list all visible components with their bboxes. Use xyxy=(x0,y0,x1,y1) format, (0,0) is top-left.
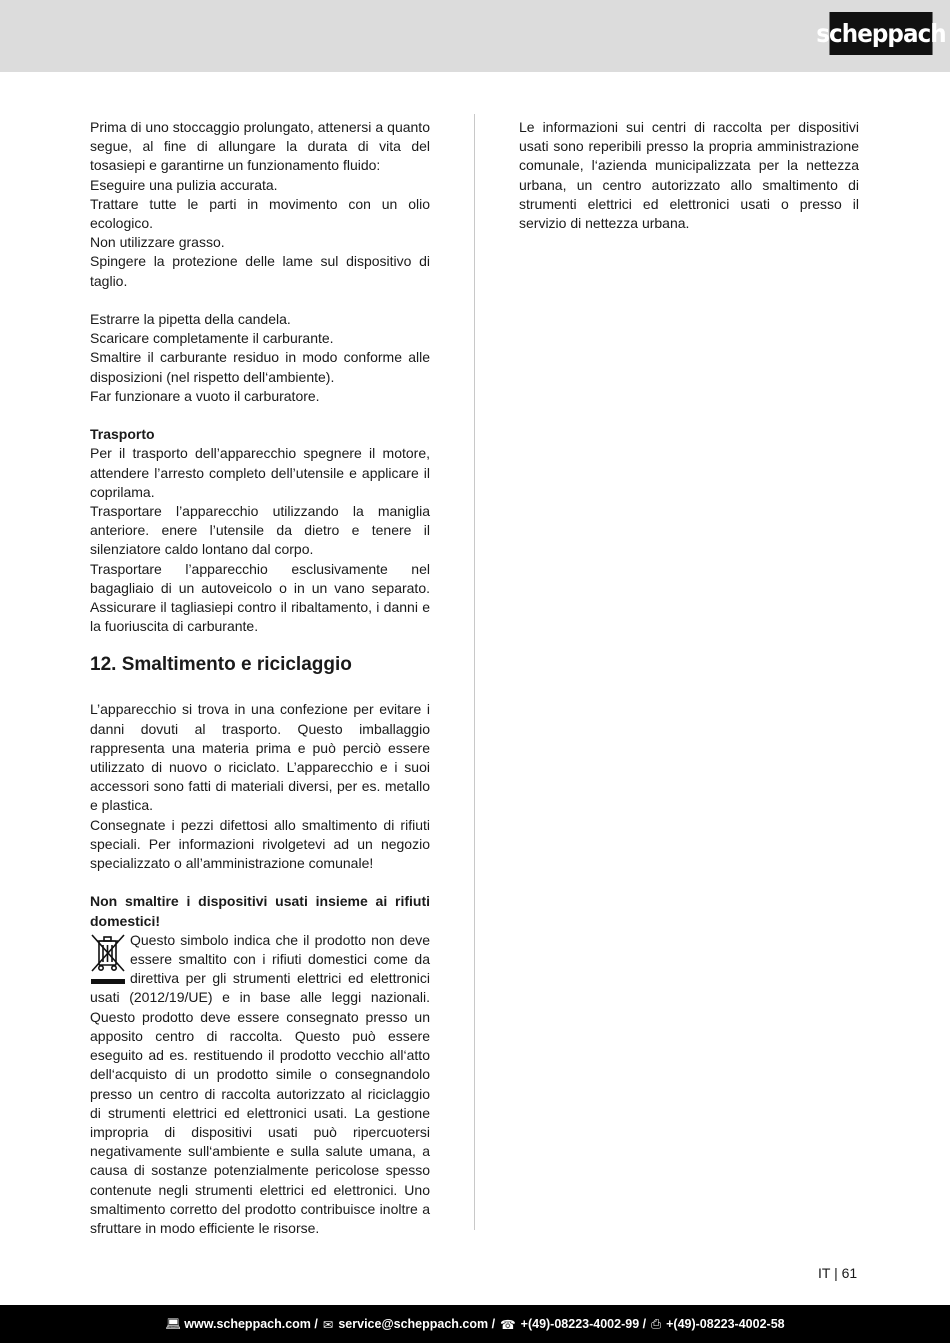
fax-icon: ⎙ xyxy=(651,1316,662,1331)
collection-info-text: Le informazioni sui centri di raccolta per dispositivi usati sono reperibili presso la propria amministrazione comunale, l‘azienda municipalizzata per la nettezza urbana, un centro autorizzato allo smaltimento di strumenti elettrici ed elettronici usati o presso il servizio di nettezza urbana. xyxy=(519,119,859,232)
page-header xyxy=(0,0,950,72)
transport-instructions xyxy=(90,444,430,636)
phone-icon: ☎ xyxy=(500,1317,516,1332)
footer-phone: +(49)-08223-4002-99 / xyxy=(520,1317,647,1331)
fuel-line: Far funzionare a vuoto il carburatore. xyxy=(90,387,320,404)
footer-website[interactable]: www.scheppach.com / xyxy=(184,1317,318,1331)
fuel-line: Scaricare completamente il carburante. xyxy=(90,330,334,347)
mail-icon: ✉ xyxy=(322,1317,334,1332)
page-number: IT | 61 xyxy=(818,1265,858,1281)
footer-email[interactable]: service@scheppach.com / xyxy=(338,1317,496,1331)
fuel-line: Estrarre la pipetta della candela. xyxy=(90,311,291,328)
disposal-paragraph: L’apparecchio si trova in una confezione per evitare i danni dovuti al trasporto. Questo imballaggio rappresenta una materia prima e può perciò essere utilizzato di nuovo o riciclato. L’apparecchio e i suoi accessori sono fatti di materiali diversi, per es. metallo e plastica. xyxy=(90,701,430,814)
storage-line: Trattare tutte le parti in movimento con un olio ecologico. xyxy=(90,195,430,232)
fuel-instructions xyxy=(90,310,430,406)
transport-line: Trasportare l’apparecchio esclusivamente nel bagagliaio di un autoveicolo o in un vano separato. Assicurare il tagliasiepi contro il ribaltamento, i danni e la fuoriuscita di carburante. xyxy=(90,560,430,635)
page-footer xyxy=(0,1305,950,1343)
transport-line: Per il trasporto dell’apparecchio spegnere il motore, attendere l’arresto completo dell’utensile e applicare il coprilama. xyxy=(90,445,430,500)
column-divider xyxy=(474,114,475,1230)
brand-logo: scheppach xyxy=(829,12,932,55)
storage-line: Prima di uno stoccaggio prolungato, attenersi a quanto segue, al fine di allungare la durata di vita del tosasiepi e garantirne un funzionamento fluido: xyxy=(90,119,430,174)
disposal-text xyxy=(90,700,430,873)
transport-line: Trasportare l’apparecchio utilizzando la maniglia anteriore. enere l’utensile da dietro e tenere il silenziatore caldo lontano dal corpo. xyxy=(90,503,430,558)
storage-line: Eseguire una pulizia accurata. xyxy=(90,176,278,193)
fuel-line: Smaltire il carburante residuo in modo conforme alle disposizioni (nel rispetto dell‘ambiente). xyxy=(90,349,430,385)
transport-heading: Trasporto xyxy=(90,426,155,443)
storage-line: Non utilizzare grasso. xyxy=(90,234,225,251)
computer-icon: 💻︎ xyxy=(165,1316,182,1331)
weee-text: Questo simbolo indica che il prodotto non deve essere smaltito con i rifiuti domestici come da direttiva per gli strumenti elettrici ed elettronici usati (2012/19/UE) e in base alle leggi nazionali. Questo prodotto deve essere consegnato presso un apposito centro di raccolta. Questo può essere eseguito ad es. restituendo il prodotto vecchio all‘atto dell‘acquisto di un prodotto simile o consegnandolo presso un centro di raccolta autorizzato al riciclaggio di strumenti elettrici ed elettronici usati. La gestione impropria di dispositivi usati può ripercuotersi negativamente sull‘ambiente e sulla salute umana, a causa di sostanze potenzialmente pericolose spesso contenute negli strumenti elettrici ed elettronici. Uno smaltimento corretto del prodotto contribuisce inoltre a sfruttare in modo efficiente le risorse. xyxy=(90,931,430,1236)
storage-instructions xyxy=(90,118,430,291)
storage-line: Spingere la protezione delle lame sul dispositivo di taglio. xyxy=(90,253,430,289)
right-column xyxy=(519,118,859,233)
crossed-out-wheelie-bin-icon xyxy=(90,933,126,987)
weee-section xyxy=(90,931,430,1238)
weee-heading: Non smaltire i dispositivi usati insieme ai rifiuti domestici! xyxy=(90,893,430,929)
section-title: 12. Smaltimento e riciclaggio xyxy=(90,654,352,676)
left-column xyxy=(90,118,430,1238)
footer-fax: +(49)-08223-4002-58 xyxy=(666,1317,785,1331)
disposal-paragraph: Consegnate i pezzi difettosi allo smaltimento di rifiuti speciali. Per informazioni rivolgetevi ad un negozio specializzato o all’amministrazione comunale! xyxy=(90,816,430,872)
